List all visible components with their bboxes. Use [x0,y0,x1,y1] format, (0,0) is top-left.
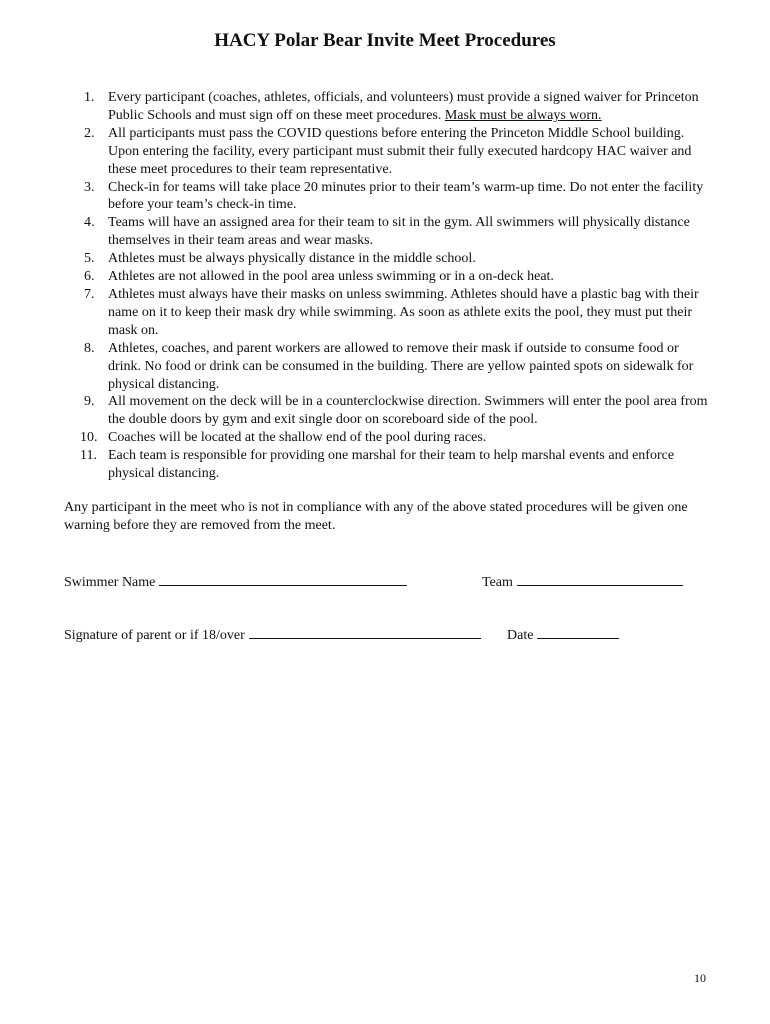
team-line[interactable] [517,571,683,586]
procedure-text: Athletes are not allowed in the pool area unless swimming or in a on-deck heat. [108,269,554,285]
procedure-item-11 [64,447,710,483]
page-number: 10 [694,971,706,985]
procedure-item-2 [64,125,710,179]
procedure-text: Check-in for teams will take place 20 minutes prior to their team’s warm-up time. Do not enter the facility before your team’s check-in time. [108,179,704,213]
team-field[interactable] [482,571,683,591]
procedure-text: All movement on the deck will be in a counterclockwise direction. Swimmers will enter the pool area from the double doors by gym and exit single door on scoreboard side of the pool. [108,394,708,428]
date-line[interactable] [537,624,619,639]
swimmer-name-line[interactable] [159,571,407,586]
procedure-text: Teams will have an assigned area for their team to sit in the gym. All swimmers will physically distance themselves in their team areas and wear masks. [108,215,690,249]
date-label: Date [507,628,534,643]
procedure-number: 1. [84,90,95,105]
procedure-number: 11. [80,448,97,464]
procedure-number: 5. [84,251,95,267]
swimmer-name-label: Swimmer Name [64,575,156,590]
procedure-list [64,89,710,483]
procedure-text: All participants must pass the COVID questions before entering the Princeton Middle School building. Upon entering the facility, every participant must submit their fully executed hardcopy HAC waiver and these meet procedures to their team representative. [108,125,692,177]
procedure-number: 3. [84,179,95,195]
procedure-number: 6. [84,269,95,285]
page-title: HACY Polar Bear Invite Meet Procedures [214,30,556,51]
swimmer-name-field[interactable] [64,571,407,591]
compliance-statement: Any participant in the meet who is not in compliance with any of the above stated procedures will be given one warning before they are removed from the meet. [64,500,688,533]
signature-label: Signature of parent or if 18/over [64,628,245,643]
procedure-number: 10. [80,430,98,446]
signature-line[interactable] [249,624,481,639]
date-field[interactable] [507,624,619,644]
procedure-item-10 [64,429,710,447]
procedure-item-6 [64,268,710,286]
team-label: Team [482,575,513,590]
procedure-text: Athletes, coaches, and parent workers are allowed to remove their mask if outside to consume food or drink. No food or drink can be consumed in the building. There are yellow painted spots on sidewalk for physical distancing. [108,340,694,392]
procedure-text: Athletes must be always physically distance in the middle school. [108,251,476,267]
procedure-text: Every participant (coaches, athletes, officials, and volunteers) must provide a signed waiver for Princeton Public Schools and must sign off on these meet procedures. [108,90,699,123]
procedure-item-9 [64,393,710,429]
procedure-item-4 [64,214,710,250]
procedure-number: 8. [84,340,95,356]
procedure-item-1 [64,89,710,125]
procedure-number: 4. [84,215,95,231]
procedure-item-8 [64,340,710,394]
procedure-number: 2. [84,125,95,141]
procedure-item-7 [64,286,710,340]
procedure-text: Each team is responsible for providing one marshal for their team to help marshal events and enforce physical distancing. [108,448,675,482]
procedure-number: 7. [84,286,95,302]
procedure-text: Athletes must always have their masks on unless swimming. Athletes should have a plastic bag with their name on it to keep their mask dry while swimming. As soon as athlete exits the pool, they must put their mask on. [108,286,699,338]
signature-field[interactable] [64,624,481,644]
procedure-item-5 [64,250,710,268]
procedure-item-3 [64,179,710,215]
procedure-text: Coaches will be located at the shallow end of the pool during races. [108,430,487,446]
procedure-number: 9. [84,394,95,410]
procedure-emphasis: Mask must be always worn. [444,107,602,123]
